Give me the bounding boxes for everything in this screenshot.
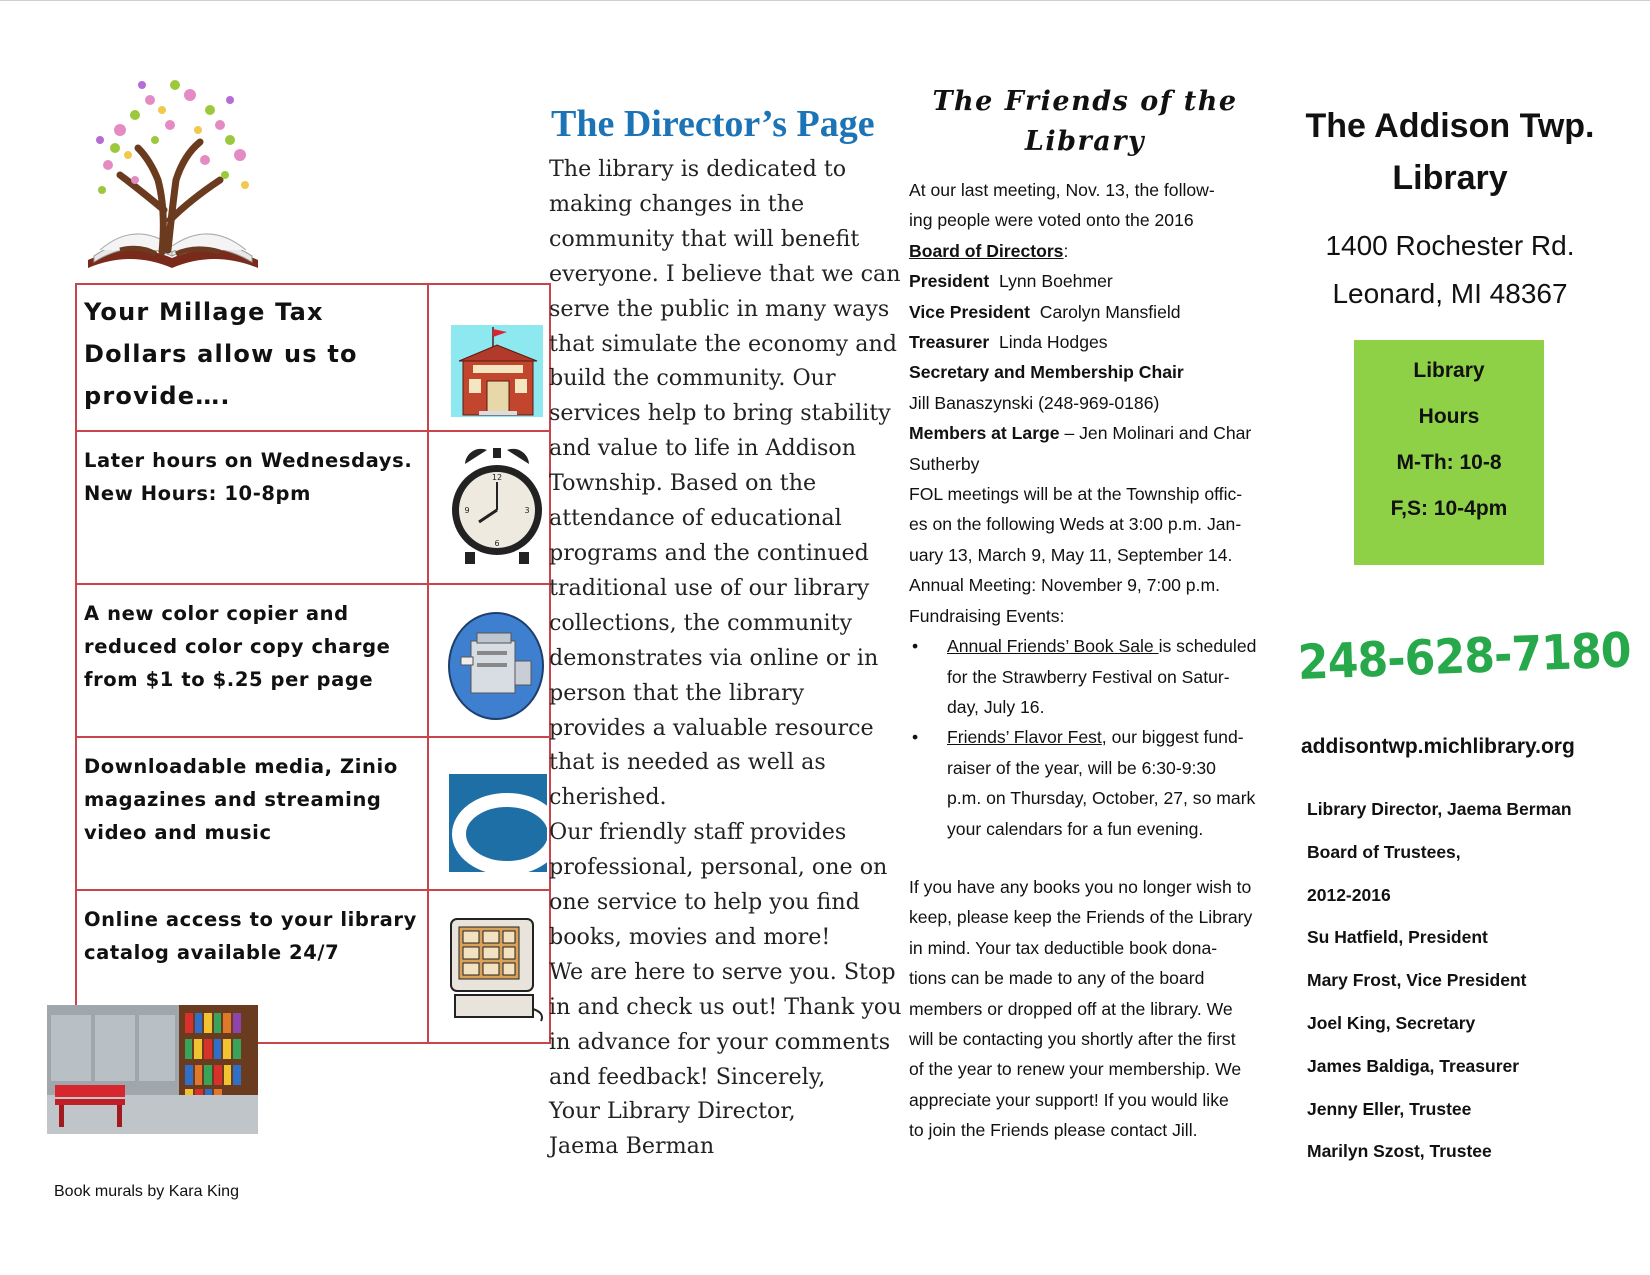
closing-text: tions can be made to any of the board [909, 968, 1205, 989]
letter-line: We are here to serve you. Stop [549, 958, 896, 985]
letter-line: one service to help you find [549, 889, 860, 916]
hours-line: Library [1413, 359, 1485, 382]
letter-line: professional, personal, one on [549, 854, 888, 881]
secretary-label: Secretary and Membership Chair [909, 362, 1184, 383]
letter-line: that is needed as well as [549, 749, 826, 776]
members-names: Sutherby [909, 453, 980, 474]
meetings-text: FOL meetings will be at the Township offic- [909, 484, 1243, 505]
svg-text:3: 3 [524, 506, 530, 515]
letter-line: programs and the continued [549, 539, 869, 566]
letter-signature: Jaema Berman [549, 1133, 715, 1160]
book-mural-photo [47, 1005, 258, 1134]
letter-line: in and check us out! Thank you [549, 993, 902, 1020]
list-item: • Friends’ Flavor Fest, our biggest fund- raiser of the year, will be 6:30-9:30 p.m. on Thursday, October, 27, so mark your calendars for a fun evening. [909, 722, 1294, 844]
feature-text: A new color copier and reduced color copy charge from $1 to $.25 per page [76, 584, 428, 737]
staff-line: Board of Trustees, [1307, 841, 1461, 862]
letter-line: making changes in the [549, 190, 805, 217]
page-top-rule [0, 0, 1650, 1]
bullet-icon: • [912, 636, 919, 657]
staff-list [1307, 788, 1572, 1173]
members-label: Members at Large [909, 423, 1060, 444]
feature-row [76, 284, 550, 431]
staff-line: Jenny Eller, Trustee [1307, 1098, 1472, 1119]
letter-line: cherished. [549, 784, 667, 811]
library-phone: 248-628-7180 [1297, 622, 1632, 691]
overdrive-logo-icon [449, 774, 547, 872]
flavor-fest-event: Friends’ Flavor Fest [947, 727, 1102, 748]
letter-line: books, movies and more! [549, 923, 831, 950]
alarm-clock-icon [447, 440, 547, 568]
meetings-text: uary 13, March 9, May 11, September 14. [909, 544, 1233, 565]
letter-line: person that the library [549, 679, 805, 706]
svg-text:6: 6 [494, 539, 500, 548]
closing-text: to join the Friends please contact Jill. [909, 1120, 1198, 1141]
president-label: President [909, 271, 990, 292]
letter-line: Your Library Director, [549, 1098, 796, 1125]
staff-line: James Baldiga, Treasurer [1307, 1055, 1520, 1076]
library-website: addisontwp.michlibrary.org [1301, 735, 1575, 758]
svg-text:9: 9 [464, 506, 470, 515]
library-hours-box [1354, 340, 1544, 565]
director-page-title: The Director’s Page [551, 103, 875, 145]
feature-text: Online access to your library catalog available 24/7 [76, 890, 428, 1043]
feature-row [76, 431, 550, 584]
friends-intro: ing people were voted onto the 2016 [909, 210, 1194, 231]
copier-icon [447, 611, 545, 721]
book-sale-event: Annual Friends’ Book Sale [947, 636, 1159, 657]
letter-line: build the community. Our [549, 365, 836, 392]
feature-heading: Your Millage Tax Dollars allow us to provide…. [76, 284, 428, 431]
hours-line: F,S: 10-4pm [1390, 497, 1508, 520]
letter-line: The library is dedicated to [549, 156, 847, 182]
friends-newsletter: At our last meeting, Nov. 13, the follow- ing people were voted onto the 2016 Board of Directors: President Lynn Boehmer Vice President Carolyn Mansfield Treasurer Linda Hodges Secretary and Membership Chair Jill Banaszynski (248-969-0186) Members at Large – Jen Molinari and Char Sutherby FOL meetings will be at the Township offic- es on the following Weds at 3:00 p.m. Jan- uary 13, March 9, May 11, September 14. Annual Meeting: November 9, 7:00 p.m. Fundraising Events: • Annual Friends’ Book Sale is scheduled for the Strawberry Festival on Satur- day, July 16. • Friends’ Flavor Fest, our biggest fund- raiser of the year, will be 6:30-9:30 p.m. on Thursday, October, 27, so mark your calendars for a fun evening. If you have any books you no longer wish to keep, please keep the Friends of the Library in mind. Your tax deductible book dona- tions can be made to any of the board members or dropped off at the library. We will be contacting you shortly after the first of the year to renew your membership. We appreciate your support! If you would like to join the Friends please contact Jill. [909, 175, 1294, 1146]
friends-intro: At our last meeting, Nov. 13, the follow- [909, 180, 1215, 200]
letter-line: provides a valuable resource [549, 714, 874, 741]
secretary-name: Jill Banaszynski (248-969-0186) [909, 392, 1160, 413]
letter-line: community that will benefit [549, 225, 860, 252]
staff-line: Su Hatfield, President [1307, 927, 1488, 948]
hours-line: M-Th: 10-8 [1396, 451, 1502, 474]
feature-row [76, 737, 550, 890]
treasurer-name: Linda Hodges [998, 332, 1108, 353]
svg-text:12: 12 [491, 473, 503, 482]
meetings-text: es on the following Weds at 3:00 p.m. Jan- [909, 514, 1242, 535]
computer-catalog-icon [445, 913, 549, 1025]
library-name: The Addison Twp. Library [1305, 107, 1595, 197]
director-letter [549, 152, 902, 1164]
closing-text: If you have any books you no longer wish to [909, 876, 1252, 897]
letter-line: Township. Based on the [549, 470, 817, 497]
staff-line: Mary Frost, Vice President [1307, 970, 1527, 991]
letter-line: traditional use of our library [549, 574, 870, 601]
closing-text: members or dropped off at the library. We [909, 998, 1233, 1019]
feature-text: Later hours on Wednesdays. New Hours: 10-8pm [76, 431, 428, 584]
library-building-icon [449, 323, 545, 419]
treasurer-label: Treasurer [909, 332, 990, 353]
library-address: 1400 Rochester Rd. Leonard, MI 48367 [1325, 230, 1575, 309]
letter-line: Our friendly staff provides [549, 819, 847, 846]
vp-label: Vice President [909, 301, 1030, 322]
tree-book-logo-icon [80, 70, 265, 275]
staff-line: 2012-2016 [1307, 884, 1391, 905]
closing-text: of the year to renew your membership. We [909, 1059, 1242, 1080]
closing-text: appreciate your support! If you would like [909, 1089, 1229, 1110]
letter-line: and value to life in Addison [549, 435, 857, 462]
bullet-icon: • [912, 727, 919, 748]
letter-line: in advance for your comments [549, 1028, 891, 1055]
members-names: – Jen Molinari and Char [1059, 423, 1252, 444]
features-table [75, 283, 551, 1044]
letter-line: attendance of educational [549, 505, 842, 532]
mural-credit: Book murals by Kara King [54, 1183, 239, 1200]
feature-row [76, 584, 550, 737]
letter-line: everyone. I believe that we can [549, 260, 901, 287]
staff-line: Marilyn Szost, Trustee [1307, 1141, 1492, 1162]
friends-title: The Friends of the Library [932, 86, 1238, 157]
vp-name: Carolyn Mansfield [1039, 301, 1181, 322]
letter-line: services help to bring stability [549, 400, 891, 427]
fundraising-heading: Fundraising Events: [909, 605, 1065, 626]
closing-text: keep, please keep the Friends of the Library [909, 907, 1253, 928]
president-name: Lynn Boehmer [998, 271, 1113, 292]
staff-line: Library Director, Jaema Berman [1307, 799, 1572, 819]
letter-line: that simulate the economy and [549, 330, 897, 357]
staff-line: Joel King, Secretary [1307, 1012, 1476, 1033]
list-item: • Annual Friends’ Book Sale is scheduled for the Strawberry Festival on Satur- day, July 16. [909, 631, 1294, 722]
letter-line: and feedback! Sincerely, [549, 1063, 826, 1090]
closing-text: will be contacting you shortly after the first [909, 1028, 1236, 1049]
closing-text: in mind. Your tax deductible book dona- [909, 937, 1218, 958]
letter-line: serve the public in many ways [549, 295, 890, 322]
annual-meeting: Annual Meeting: November 9, 7:00 p.m. [909, 575, 1220, 596]
letter-line: collections, the community [549, 609, 853, 636]
board-heading: Board of Directors [909, 240, 1064, 261]
hours-line: Hours [1418, 405, 1480, 428]
letter-line: demonstrates via online or in [549, 644, 879, 671]
feature-text: Downloadable media, Zinio magazines and streaming video and music [76, 737, 428, 890]
